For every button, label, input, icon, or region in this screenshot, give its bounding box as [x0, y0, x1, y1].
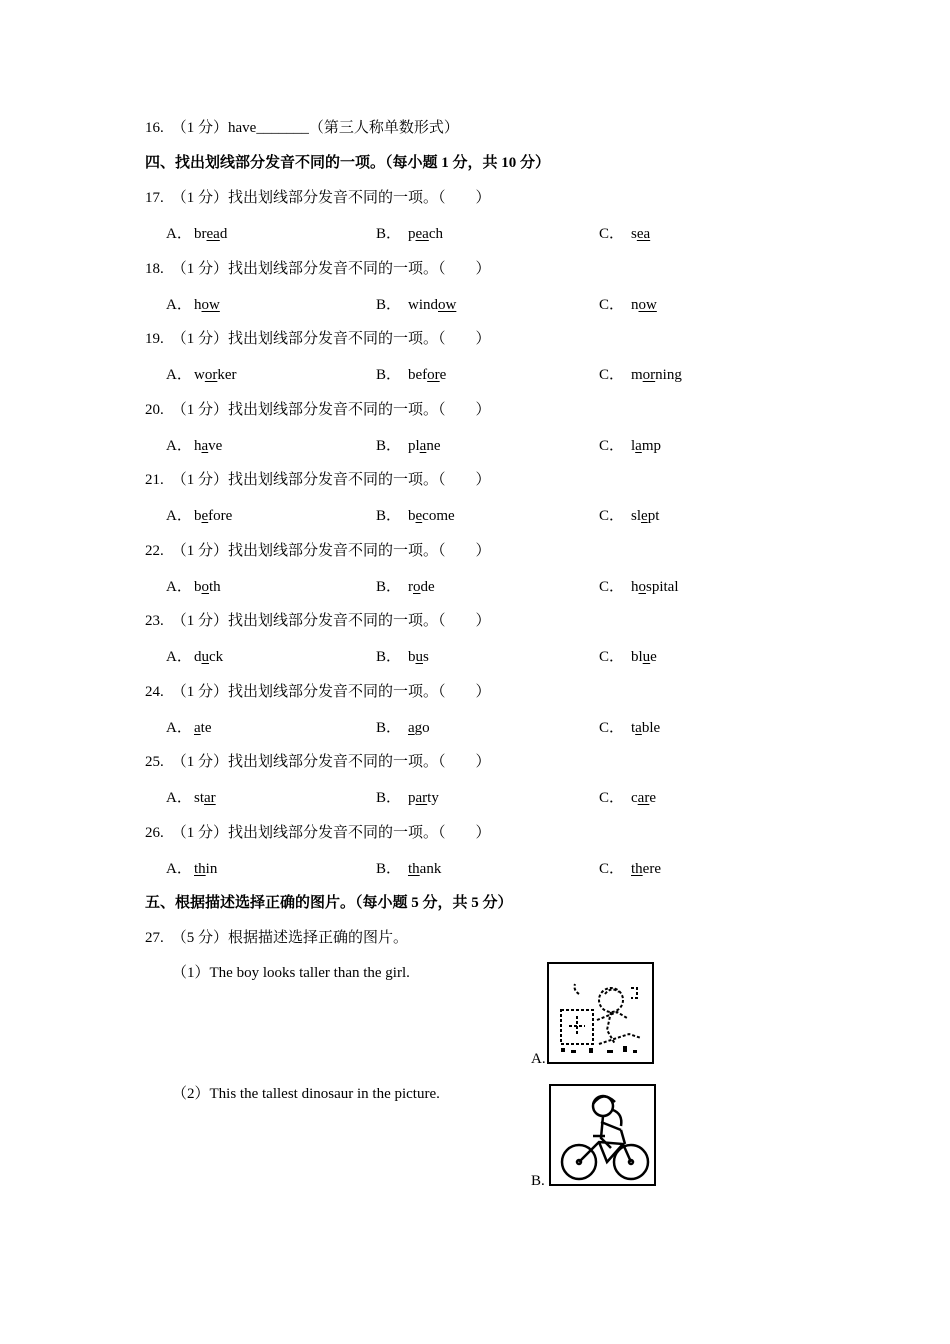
question-score: （1 分）: [171, 472, 229, 488]
word-part: in: [205, 861, 218, 877]
word-part: de: [420, 579, 435, 595]
question-score: （5 分）: [171, 930, 229, 946]
option-b[interactable]: [376, 506, 455, 526]
question-24: [145, 682, 491, 702]
word-part: sl: [631, 508, 642, 524]
underlined-part: th: [408, 861, 420, 877]
word-part: ble: [641, 720, 661, 736]
option-letter: B．: [376, 790, 402, 806]
option-c[interactable]: [599, 859, 661, 879]
word-part: ve: [208, 438, 223, 454]
question-number: 25.: [145, 754, 164, 770]
option-letter: B．: [376, 579, 402, 595]
question-prompt: 找出划线部分发音不同的一项。（ ）: [228, 331, 491, 347]
option-letter: C．: [599, 508, 625, 524]
question-18: [145, 259, 491, 279]
word-part: ning: [655, 367, 682, 383]
question-26: [145, 823, 491, 843]
question-21: [145, 470, 491, 490]
option-letter: C．: [599, 438, 625, 454]
underlined-part: th: [631, 861, 643, 877]
underlined-part: a: [419, 438, 427, 454]
underlined-part: or: [204, 367, 218, 383]
option-b[interactable]: [376, 577, 435, 597]
option-letter: C．: [599, 579, 625, 595]
option-c[interactable]: [599, 718, 660, 738]
word-part: ere: [642, 861, 661, 877]
question-score: （1 分）: [171, 261, 229, 277]
picture-a-label: A.: [531, 1051, 546, 1067]
option-a[interactable]: [166, 224, 227, 244]
option-letter: A．: [166, 297, 192, 313]
question-prompt: 找出划线部分发音不同的一项。（ ）: [228, 543, 491, 559]
question-23: [145, 611, 491, 631]
word-part: b: [408, 508, 416, 524]
option-a[interactable]: [166, 647, 223, 667]
option-letter: A．: [166, 790, 192, 806]
option-letter: B．: [376, 367, 402, 383]
word-part: fore: [208, 508, 233, 524]
option-a[interactable]: [166, 859, 217, 879]
underlined-part: or: [642, 367, 656, 383]
option-letter: C．: [599, 790, 625, 806]
question-score: （1 分）: [171, 543, 229, 559]
word-part: w: [194, 367, 205, 383]
word-part: h: [631, 579, 639, 595]
item-text: The boy looks taller than the girl.: [209, 965, 410, 981]
word-part: ck: [209, 649, 224, 665]
question-text: have_______（第三人称单数形式）: [228, 120, 459, 136]
option-c[interactable]: [599, 295, 657, 315]
option-b[interactable]: [376, 647, 429, 667]
underlined-part: ow: [638, 297, 657, 313]
word-part: p: [408, 790, 416, 806]
option-c[interactable]: [599, 365, 682, 385]
option-a[interactable]: [166, 295, 220, 315]
figure-boy-bicycle-icon: [551, 1086, 654, 1184]
option-b[interactable]: [376, 788, 439, 808]
option-a[interactable]: [166, 718, 212, 738]
underlined-part: or: [427, 367, 440, 383]
word-part: b: [194, 579, 202, 595]
word-part: b: [408, 649, 416, 665]
underlined-part: th: [194, 861, 206, 877]
option-letter: A．: [166, 367, 192, 383]
option-a[interactable]: [166, 788, 216, 808]
question-prompt: 找出划线部分发音不同的一项。（ ）: [228, 825, 491, 841]
question-number: 22.: [145, 543, 164, 559]
question-score: （1 分）: [171, 120, 229, 136]
item-label: （2）: [172, 1086, 210, 1102]
question-25: [145, 752, 491, 772]
option-c[interactable]: [599, 436, 661, 456]
question-score: （1 分）: [171, 825, 229, 841]
word-part: b: [194, 508, 202, 524]
option-b[interactable]: [376, 295, 456, 315]
underlined-part: a: [201, 438, 209, 454]
picture-a[interactable]: [547, 962, 654, 1064]
question-number: 16.: [145, 120, 164, 136]
word-part: s: [423, 649, 429, 665]
word-part: ty: [427, 790, 439, 806]
underlined-part: u: [415, 649, 423, 665]
option-b[interactable]: [376, 224, 443, 244]
question-16: [145, 118, 459, 138]
question-prompt: 找出划线部分发音不同的一项。（ ）: [228, 190, 491, 206]
question-number: 17.: [145, 190, 164, 206]
word-part: l: [631, 438, 636, 454]
option-letter: C．: [599, 297, 625, 313]
word-part: s: [631, 226, 637, 242]
option-letter: A．: [166, 226, 192, 242]
option-letter: B．: [376, 720, 402, 736]
question-score: （1 分）: [171, 754, 229, 770]
word-part: ch: [428, 226, 443, 242]
underlined-part: ea: [415, 226, 429, 242]
word-part: come: [422, 508, 455, 524]
option-a[interactable]: [166, 365, 237, 385]
picture-b[interactable]: [549, 1084, 656, 1186]
question-text: 根据描述选择正确的图片。: [228, 930, 409, 946]
underlined-part: ar: [204, 790, 216, 806]
option-a[interactable]: [166, 577, 221, 597]
option-letter: B．: [376, 649, 402, 665]
q27-item-2: [172, 1084, 440, 1104]
question-number: 21.: [145, 472, 164, 488]
option-c[interactable]: [599, 577, 679, 597]
option-letter: B．: [376, 861, 402, 877]
word-part: mp: [641, 438, 662, 454]
underlined-part: o: [638, 579, 646, 595]
underlined-part: ea: [636, 226, 651, 242]
word-part: bef: [408, 367, 428, 383]
word-part: c: [631, 790, 638, 806]
option-letter: A．: [166, 438, 192, 454]
option-letter: B．: [376, 438, 402, 454]
word-part: p: [408, 226, 416, 242]
option-letter: A．: [166, 508, 192, 524]
question-prompt: 找出划线部分发音不同的一项。（ ）: [228, 261, 491, 277]
option-letter: A．: [166, 861, 192, 877]
question-prompt: 找出划线部分发音不同的一项。（ ）: [228, 684, 491, 700]
option-letter: C．: [599, 226, 625, 242]
underlined-part: e: [415, 508, 423, 524]
option-letter: A．: [166, 579, 192, 595]
word-part: ne: [426, 438, 441, 454]
word-part: n: [631, 297, 639, 313]
word-part: e: [439, 367, 447, 383]
question-prompt: 找出划线部分发音不同的一项。（ ）: [228, 402, 491, 418]
word-part: pl: [408, 438, 420, 454]
word-part: t: [631, 720, 636, 736]
option-b[interactable]: [376, 718, 430, 738]
word-part: te: [200, 720, 212, 736]
underlined-part: ow: [201, 297, 220, 313]
option-letter: A．: [166, 720, 192, 736]
word-part: th: [209, 579, 221, 595]
option-letter: B．: [376, 297, 402, 313]
picture-b-label: B.: [531, 1173, 545, 1189]
word-part: e: [650, 649, 657, 665]
question-22: [145, 541, 491, 561]
option-b[interactable]: [376, 436, 441, 456]
option-c[interactable]: [599, 647, 657, 667]
option-letter: C．: [599, 720, 625, 736]
question-prompt: 找出划线部分发音不同的一项。（ ）: [228, 613, 491, 629]
question-number: 24.: [145, 684, 164, 700]
underlined-part: o: [201, 579, 209, 595]
word-part: d: [194, 649, 202, 665]
question-20: [145, 400, 491, 420]
underlined-part: o: [413, 579, 421, 595]
underlined-part: a: [635, 438, 642, 454]
question-score: （1 分）: [171, 402, 229, 418]
word-part: br: [194, 226, 207, 242]
underlined-part: a: [194, 720, 201, 736]
underlined-part: a: [635, 720, 642, 736]
option-b[interactable]: [376, 859, 441, 879]
option-c[interactable]: [599, 224, 650, 244]
word-part: pt: [647, 508, 660, 524]
question-prompt: 找出划线部分发音不同的一项。（ ）: [228, 754, 491, 770]
word-part: h: [194, 297, 202, 313]
word-part: wind: [408, 297, 438, 313]
word-part: bl: [631, 649, 643, 665]
option-a[interactable]: [166, 506, 232, 526]
item-text: This the tallest dinosaur in the picture.: [209, 1086, 440, 1102]
underlined-part: ar: [415, 790, 428, 806]
word-part: st: [194, 790, 205, 806]
word-part: ank: [419, 861, 442, 877]
question-prompt: 找出划线部分发音不同的一项。（ ）: [228, 472, 491, 488]
question-27: [145, 928, 408, 948]
question-number: 27.: [145, 930, 164, 946]
question-number: 26.: [145, 825, 164, 841]
underlined-part: u: [642, 649, 651, 665]
option-letter: B．: [376, 508, 402, 524]
option-a[interactable]: [166, 436, 222, 456]
option-letter: C．: [599, 367, 625, 383]
question-score: （1 分）: [171, 613, 229, 629]
underlined-part: u: [201, 649, 209, 665]
question-number: 19.: [145, 331, 164, 347]
question-score: （1 分）: [171, 331, 229, 347]
word-part: spital: [646, 579, 679, 595]
option-letter: A．: [166, 649, 192, 665]
word-part: r: [408, 579, 413, 595]
underlined-part: ow: [438, 297, 457, 313]
question-19: [145, 329, 491, 349]
word-part: h: [194, 438, 202, 454]
underlined-part: ea: [206, 226, 220, 242]
question-number: 20.: [145, 402, 164, 418]
section-5-title: 五、根据描述选择正确的图片。（每小题 5 分，共 5 分）: [145, 895, 513, 911]
option-letter: B．: [376, 226, 402, 242]
option-letter: C．: [599, 861, 625, 877]
option-c[interactable]: [599, 506, 659, 526]
word-part: go: [414, 720, 430, 736]
word-part: d: [219, 226, 228, 242]
underlined-part: e: [201, 508, 209, 524]
question-number: 23.: [145, 613, 164, 629]
word-part: m: [631, 367, 643, 383]
q27-item-1: [172, 963, 410, 983]
item-label: （1）: [172, 965, 210, 981]
option-c[interactable]: [599, 788, 656, 808]
underlined-part: a: [408, 720, 415, 736]
option-letter: C．: [599, 649, 625, 665]
section-4-title: 四、找出划线部分发音不同的一项。（每小题 1 分，共 10 分）: [145, 155, 551, 171]
question-score: （1 分）: [171, 190, 229, 206]
word-part: e: [649, 790, 656, 806]
underlined-part: ar: [637, 790, 650, 806]
figure-boy-girl-icon: [549, 964, 652, 1062]
underlined-part: e: [641, 508, 648, 524]
option-b[interactable]: [376, 365, 446, 385]
question-number: 18.: [145, 261, 164, 277]
question-17: [145, 188, 491, 208]
question-score: （1 分）: [171, 684, 229, 700]
word-part: ker: [217, 367, 237, 383]
